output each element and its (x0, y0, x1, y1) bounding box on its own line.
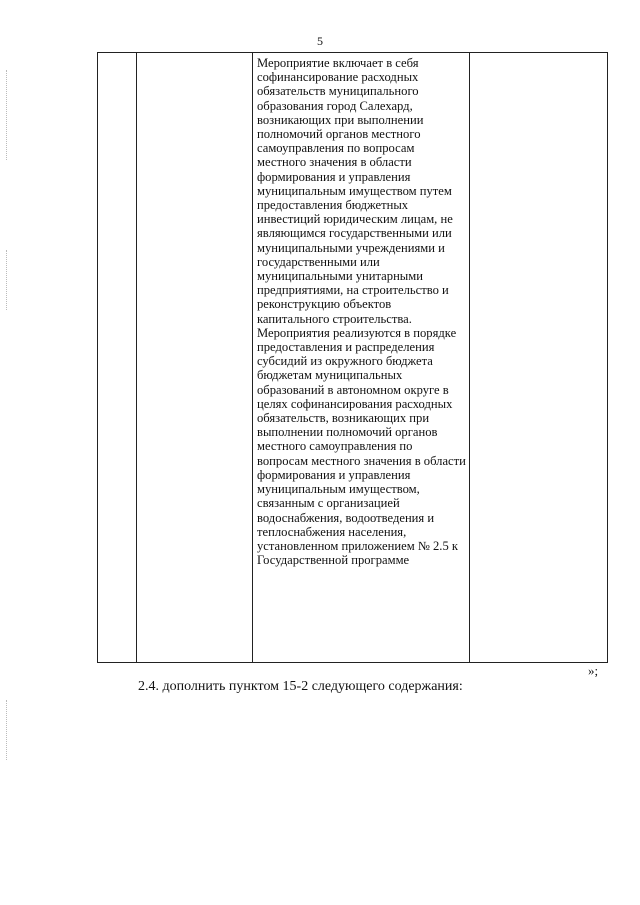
scan-margin-marks (6, 700, 8, 760)
table-cell-description (253, 53, 470, 663)
program-table (97, 52, 608, 663)
page-number: 5 (317, 34, 323, 48)
amendment-line: 2.4. дополнить пунктом 15-2 следующего содержания: (138, 679, 463, 694)
table-cell-name (137, 53, 253, 663)
description-text (253, 53, 469, 567)
scan-margin-marks (6, 70, 8, 160)
scan-margin-marks (6, 250, 8, 310)
table-row (98, 53, 608, 663)
description-paragraph: Мероприятие включает в себя софинансирование расходных обязательств муниципального образования город Салехард, возникающих при выполнении полномочий органов местного самоуправления по вопросам местного значения в области формирования и управления муниципальным имуществом путем предоставления бюджетных инвестиций юридическим лицам, не являющимся государственными или муниципальными учреждениями и государственными или муниципальными унитарными предприятиями, на строительство и реконструкцию объектов капитального строительства. (257, 56, 453, 326)
table-cell-notes (470, 53, 608, 663)
closing-quote-mark: »; (588, 663, 599, 678)
table-cell-number (98, 53, 137, 663)
description-paragraph: Мероприятия реализуются в порядке предоставления и распределения субсидий из окружного бюджета бюджетам муниципальных образований в автономном округе в целях софинансирования расходных обязательств, возникающих при выполнении полномочий органов местного самоуправления по вопросам местного значения в области формирования и управления муниципальным имуществом, связанным с организацией водоснабжения, водоотведения и теплоснабжения населения, установленном приложением № 2.5 к Государственной программе (257, 325, 466, 568)
